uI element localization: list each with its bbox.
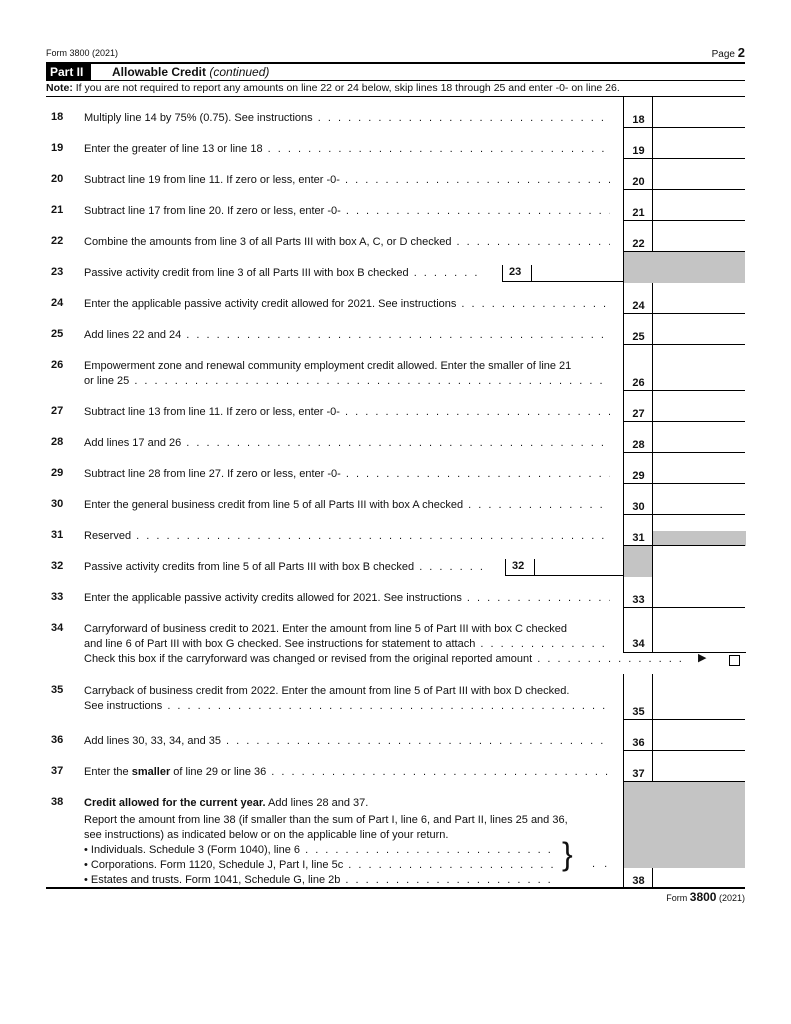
line-text-bold: Credit allowed for the current year. [84,797,266,809]
note-text: If you are not required to report any amounts on line 22 or 24 below, skip lines 18 through 25 and enter -0- on line 26. [75,82,620,94]
line-34 [46,608,745,674]
line-31 [46,515,745,546]
line-24 [46,283,745,314]
box-number: 33 [632,594,645,606]
amount-field-36[interactable] [652,720,746,751]
line-number: 27 [51,405,64,417]
line-25 [46,314,745,345]
bullet-estates-trusts: • Estates and trusts. Form 1041, Schedule G, line 2b . . . [84,874,554,886]
footer-form-number: 3800 [689,890,717,904]
carryforward-revised-checkbox[interactable] [729,655,740,666]
line-number: 20 [51,173,64,185]
arrow-right-icon: ▶ [698,652,707,664]
line-text: Enter the greater of line 13 or line 18 . . . [84,142,610,157]
amount-field-29[interactable] [652,453,746,484]
amount-field-34[interactable] [652,608,746,653]
page-number-label: Page 2 [711,45,745,60]
line-number: 38 [51,796,64,808]
line-35 [46,674,745,720]
line-21 [46,190,745,221]
part-title: Allowable Credit (continued) [112,65,270,79]
line-text: Subtract line 13 from line 11. If zero or less, enter -0- . . . [84,405,610,420]
line-36 [46,720,745,751]
line-33 [46,577,745,608]
line-30 [46,484,745,515]
box-number: 28 [632,439,645,451]
inline-amount-field-23[interactable] [531,265,624,282]
part-tag: Part II [46,64,91,80]
amount-field-30[interactable] [652,484,746,515]
bullet-individuals: • Individuals. Schedule 3 (Form 1040), line 6 . . . [84,844,554,856]
line-number: 29 [51,467,64,479]
line-text: Subtract line 28 from line 27. If zero or less, enter -0- . . . [84,467,610,482]
box-number: 38 [632,875,645,887]
line-number: 26 [51,359,64,371]
line-37 [46,751,745,782]
line-number: 31 [51,529,64,541]
amount-field-38[interactable] [652,868,746,889]
amount-field-20[interactable] [652,159,746,190]
amount-field-18[interactable] [652,97,746,128]
form-page [46,44,745,904]
line-number: 36 [51,734,64,746]
box-number: 21 [632,207,645,219]
line-38 [46,782,745,889]
amount-field-27[interactable] [652,391,746,422]
line-text: Combine the amounts from line 3 of all Parts III with box A, C, or D checked . . . [84,235,610,250]
amount-field-21[interactable] [652,190,746,221]
leader-dots: . . [592,858,611,870]
line-19 [46,128,745,159]
box-number: 22 [632,238,645,250]
line-text: Passive activity credit from line 3 of all Parts III with box B checked . . . [84,266,484,281]
line-text: Empowerment zone and renewal community employment credit allowed. Enter the smaller of line 21 [84,360,572,372]
box-number: 30 [632,501,645,513]
line-number: 30 [51,498,64,510]
line-26 [46,345,745,391]
line-text: Add lines 30, 33, 34, and 35 . . . [84,734,610,749]
line-text: Reserved . . . [84,529,610,544]
box-number: 24 [632,300,645,312]
shaded-cell [652,782,745,868]
line-text-continued: Report the amount from line 38 (if smaller than the sum of Part I, line 6, and Part II, lines 25 and 36, [84,814,568,826]
box-number: 37 [632,768,645,780]
box-number: 19 [632,145,645,157]
form-id: Form 3800 (2021) [46,48,119,58]
line-number: 25 [51,328,64,340]
note [46,81,745,97]
amount-field-19[interactable] [652,128,746,159]
line-text: Enter the general business credit from line 5 of all Parts III with box A checked . . . [84,498,610,513]
line-text: Enter the applicable passive activity credits allowed for 2021. See instructions . . . [84,591,610,606]
line-text: Add lines 28 and 37. [268,797,369,809]
line-text: Passive activity credits from line 5 of all Parts III with box B checked . . . [84,560,489,575]
line-text: Subtract line 19 from line 11. If zero or less, enter -0- . . . [84,173,610,188]
amount-field-25[interactable] [652,314,746,345]
line-text: Carryforward of business credit to 2021. Enter the amount from line 5 of Part III with box C checked [84,623,568,635]
amount-field-22[interactable] [652,221,746,252]
line-text-continued: and line 6 of Part III with box G checked. See instructions for statement to attach . . . [84,637,610,652]
box-number: 36 [632,737,645,749]
shaded-cell [652,252,745,283]
line-number: 19 [51,142,64,154]
line-number: 22 [51,235,64,247]
line-20 [46,159,745,190]
line-23 [46,252,745,283]
amount-field-26[interactable] [652,345,746,391]
box-number: 31 [632,532,645,544]
line-27 [46,391,745,422]
carryforward-check-text: Check this box if the carryforward was changed or revised from the original reported amount . . . [84,652,688,667]
line-text-continued: See instructions . . . [84,699,610,714]
line-number: 23 [51,266,64,278]
part-title-suffix: (continued) [209,65,270,79]
shaded-cell [653,531,746,546]
box-number: 26 [632,377,645,389]
footer-rule [46,887,745,889]
line-text: Enter the applicable passive activity credit allowed for 2021. See instructions . . . [84,297,610,312]
inline-amount-field-32[interactable] [534,559,624,576]
line-28 [46,422,745,453]
line-text: Subtract line 17 from line 20. If zero or less, enter -0- . . . [84,204,610,219]
line-number: 28 [51,436,64,448]
line-number: 33 [51,591,64,603]
line-number: 18 [51,111,64,123]
line-number: 32 [51,560,64,572]
part-header [46,62,745,81]
line-number: 34 [51,622,64,634]
box-number: 27 [632,408,645,420]
line-text-continued-2: see instructions) as indicated below or on the applicable line of your return. [84,829,449,841]
line-32 [46,546,745,577]
bullet-corporations: • Corporations. Form 1120, Schedule J, Part I, line 5c . . . [84,859,554,871]
page-number: 2 [737,45,745,60]
box-number: 18 [632,114,645,126]
amount-field-28[interactable] [652,422,746,453]
line-18 [46,97,745,128]
inline-box-number: 32 [512,560,525,572]
line-text-continued: or line 25 . . . [84,374,610,389]
line-text: Add lines 22 and 24 . . . [84,328,610,343]
lines [46,97,745,889]
box-number: 35 [632,706,645,718]
line-number: 37 [51,765,64,777]
line-text: Multiply line 14 by 75% (0.75). See instructions . . . [84,111,610,126]
box-number: 25 [632,331,645,343]
line-22 [46,221,745,252]
line-text: Carryback of business credit from 2022. Enter the amount from line 5 of Part III with box D checked. [84,685,570,697]
line-text: Add lines 17 and 26 . . . [84,436,610,451]
line-number: 24 [51,297,64,309]
inline-box-number: 23 [509,266,522,278]
page-header [46,44,745,62]
line-text-bold: smaller [131,766,171,778]
amount-field-24[interactable] [652,283,746,314]
amount-field-35[interactable] [652,674,746,720]
line-text: Enter the [84,766,129,778]
right-brace-icon: } [562,836,573,872]
amount-field-37[interactable] [652,751,746,782]
line-29 [46,453,745,484]
footer-form-id: Form 3800 (2021) [666,890,745,904]
line-number: 21 [51,204,64,216]
note-label: Note: [46,82,73,94]
box-number: 29 [632,470,645,482]
amount-field-33[interactable] [652,577,746,608]
line-number: 35 [51,684,64,696]
box-number: 20 [632,176,645,188]
line-text-after: of line 29 or line 36 [173,766,267,778]
box-number: 34 [632,638,645,650]
